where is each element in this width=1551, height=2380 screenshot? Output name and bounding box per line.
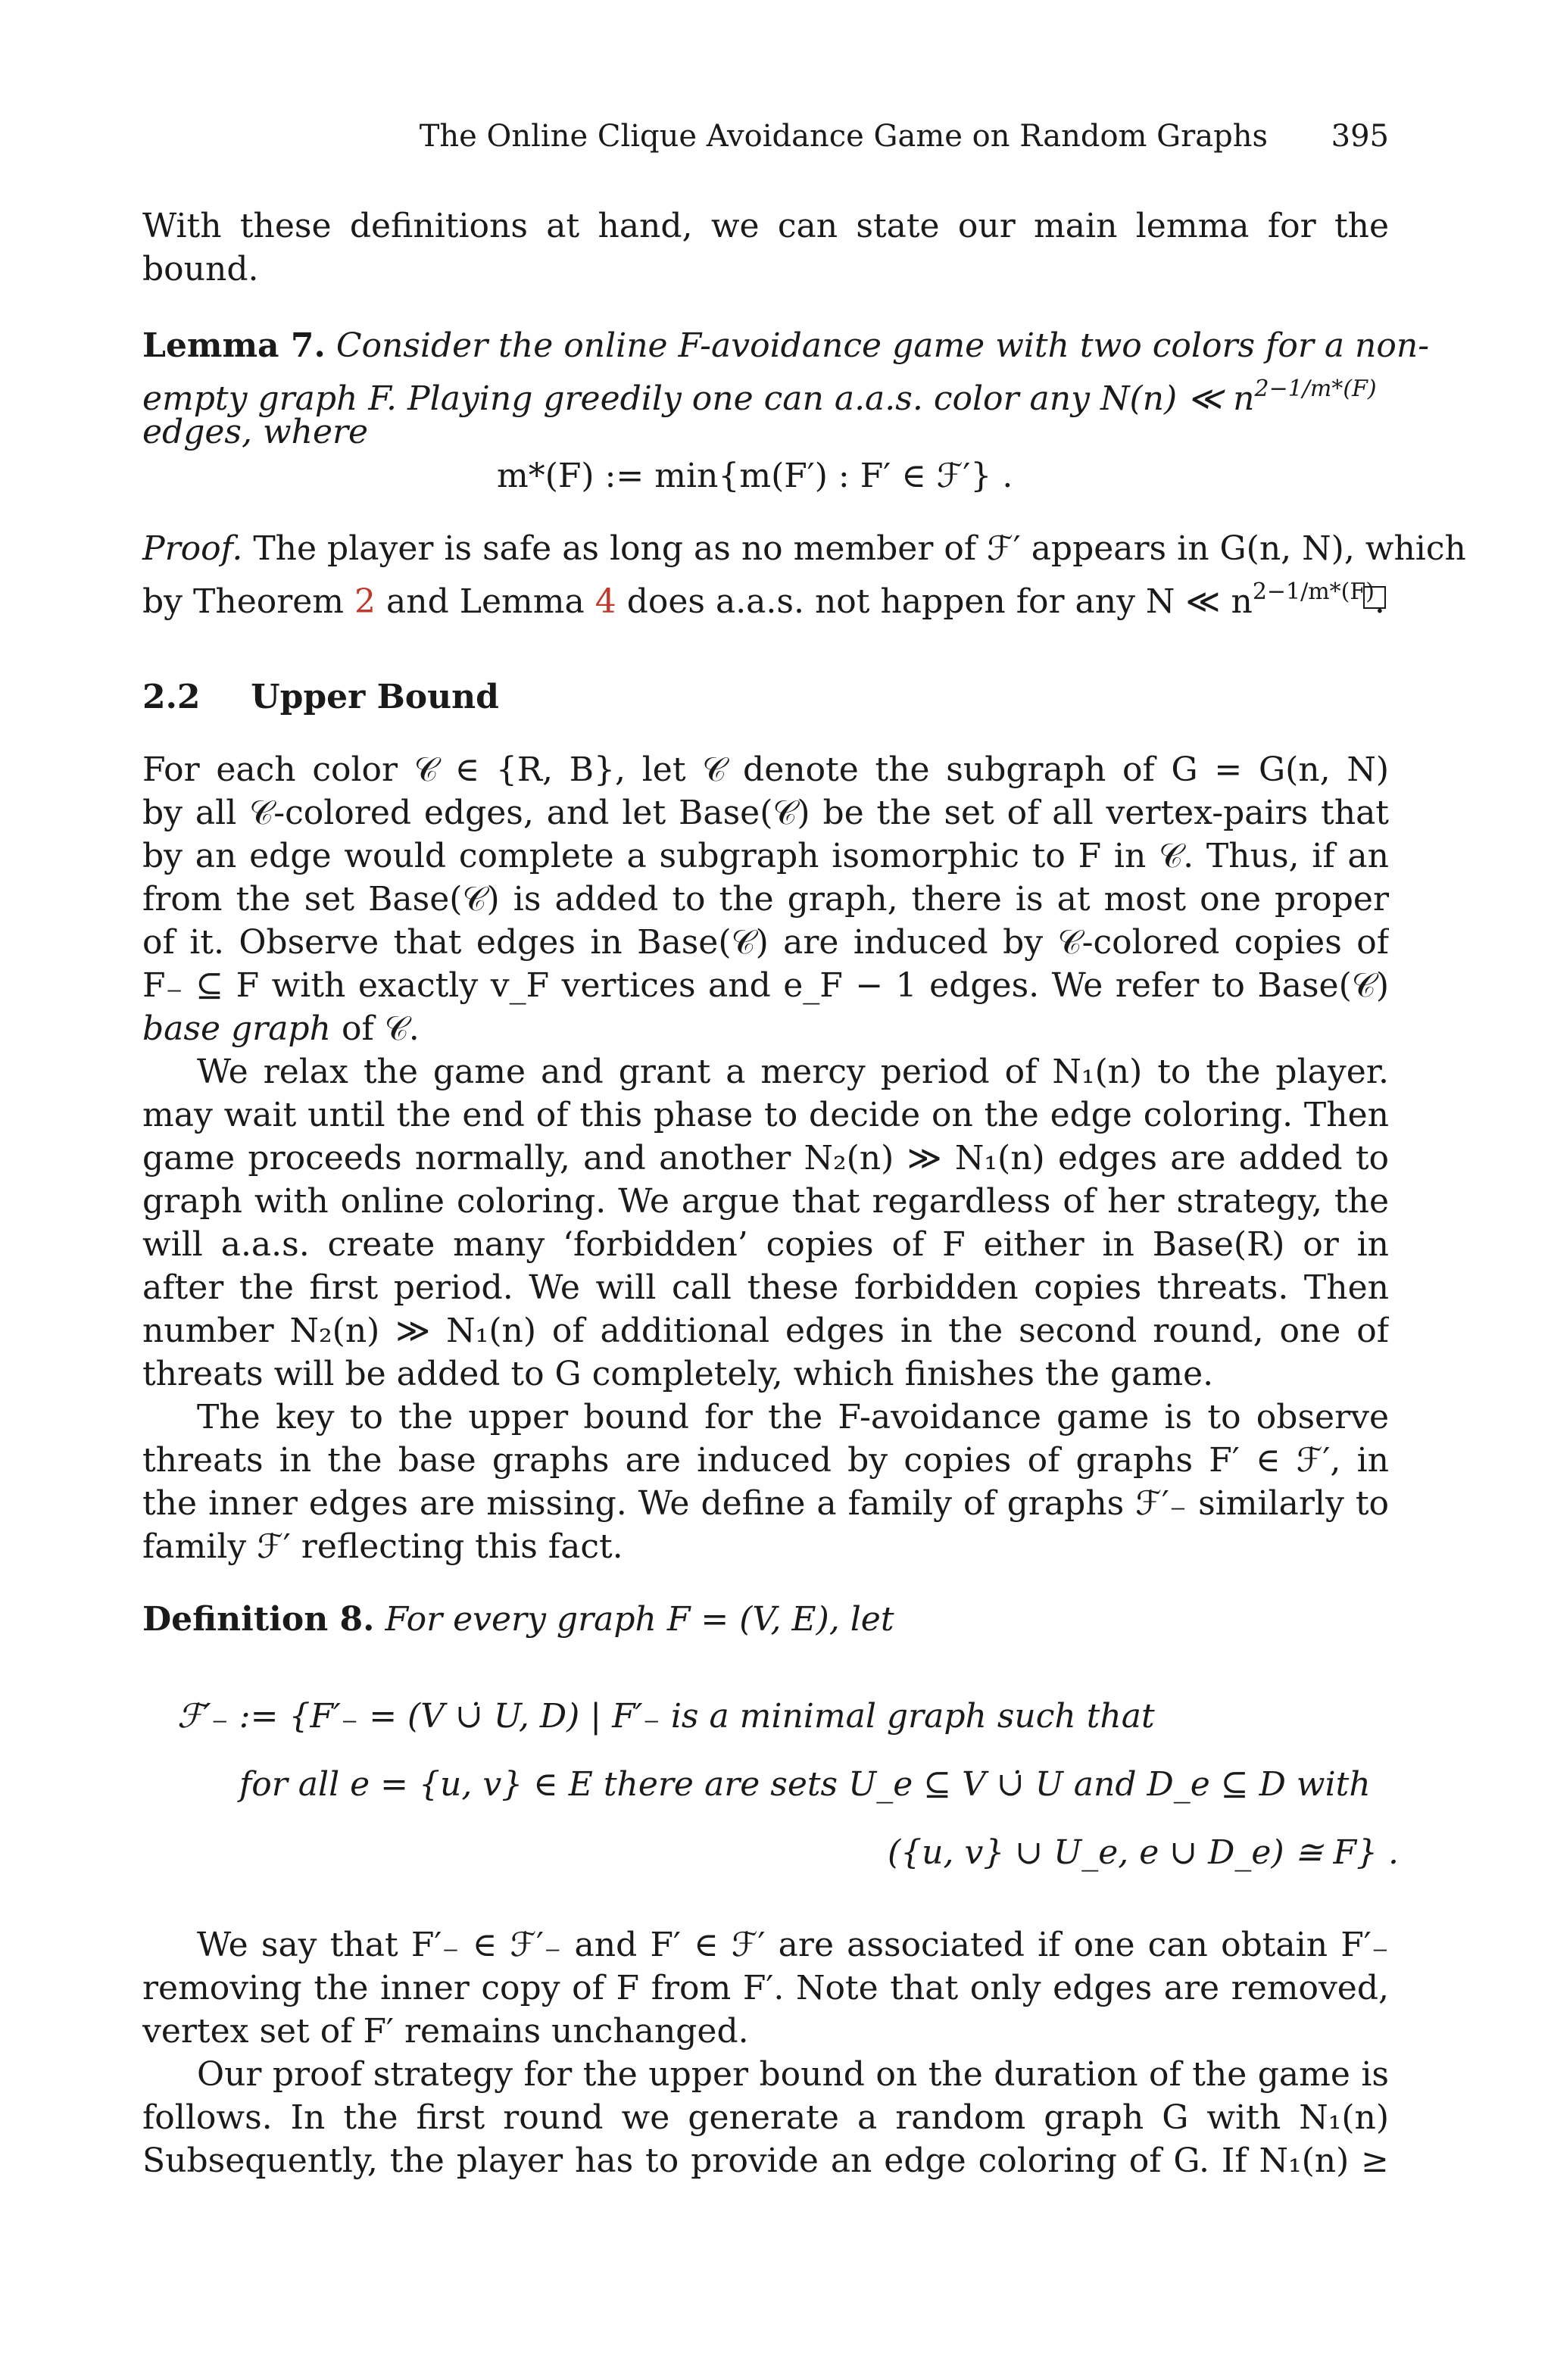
text-line: removing the inner copy of F from F′. Note that only edges are removed, <box>142 1969 1389 2007</box>
lemma-formula: m*(F) := min{m(F′) : F′ ∈ ℱ′} . <box>497 457 1013 495</box>
text-line: We say that F′₋ ∈ ℱ′₋ and F′ ∈ ℱ′ are associated if one can obtain F′₋ <box>197 1926 1389 1964</box>
text-line: of 𝒞. <box>341 1009 420 1048</box>
text-line: Subsequently, the player has to provide an edge coloring of G. If N₁(n) ≥ <box>142 2141 1389 2180</box>
lemma-text: edges, where <box>142 413 369 451</box>
lemma-7 <box>142 324 1430 454</box>
text-line: by an edge would complete a subgraph isomorphic to F in 𝒞. Thus, if an <box>142 837 1389 875</box>
proof-label: Proof. <box>142 529 243 568</box>
running-header <box>142 114 1389 159</box>
intro-paragraph <box>142 204 1389 291</box>
text-line: after the first period. We will call these forbidden copies threats. Then <box>142 1268 1389 1307</box>
page-number: 395 <box>1331 119 1389 154</box>
proof <box>142 527 1466 621</box>
text-line: the inner edges are missing. We define a family of graphs ℱ′₋ similarly to <box>142 1484 1389 1523</box>
paragraph-5 <box>142 2053 1389 2182</box>
text-line: graph with online coloring. We argue that regardless of her strategy, the <box>142 1182 1389 1221</box>
running-title: The Online Clique Avoidance Game on Random Graphs <box>419 119 1268 154</box>
definition-8 <box>142 1598 1389 1641</box>
lemma-text: empty graph F. Playing greedily one can a.a.s. color any N(n) ≪ n <box>142 379 1255 418</box>
definition-label: Definition 8. <box>142 1600 375 1639</box>
text-line: follows. In the first round we generate a random graph G with N₁(n) <box>142 2098 1389 2137</box>
exponent: 2−1/m*(F) <box>1254 376 1377 402</box>
paragraph-3 <box>142 1396 1389 1568</box>
text-line: We relax the game and grant a mercy period of N₁(n) to the player. <box>197 1053 1389 1091</box>
text-line: vertex set of F′ remains unchanged. <box>142 2012 749 2051</box>
proof-text: does a.a.s. not happen for any N ≪ n <box>626 582 1253 621</box>
lemma-link[interactable]: 4 <box>594 582 616 621</box>
text-line: may wait until the end of this phase to decide on the edge coloring. Then <box>142 1096 1389 1134</box>
exponent: 2−1/m*(F) <box>1252 579 1375 605</box>
text-line: of it. Observe that edges in Base(𝒞) are induced by 𝒞-colored copies of <box>142 923 1389 962</box>
definition-display-line-3: ({u, v} ∪ U_e, e ∪ D_e) ≅ F} . <box>888 1833 1399 1872</box>
proof-text: and Lemma <box>386 582 585 621</box>
text-line: bound. <box>142 250 259 289</box>
text-line: The key to the upper bound for the F-avoidance game is to observe <box>197 1398 1389 1436</box>
lemma-label: Lemma 7. <box>142 326 326 365</box>
text-line: number N₂(n) ≫ N₁(n) of additional edges in the second round, one of <box>142 1312 1389 1350</box>
emphasis: base graph <box>142 1009 331 1048</box>
text-line: family ℱ′ reflecting this fact. <box>142 1527 623 1566</box>
text-line: For each color 𝒞 ∈ {R, B}, let 𝒞 denote the subgraph of G = G(n, N) <box>142 750 1389 789</box>
paragraph-1 <box>142 748 1389 1050</box>
section-number: 2.2 <box>142 678 201 716</box>
text-line: will a.a.s. create many ‘forbidden’ copies of F either in Base(R) or in <box>142 1225 1389 1264</box>
text-line: by all 𝒞-colored edges, and let Base(𝒞) be the set of all vertex-pairs that <box>142 794 1389 832</box>
proof-text: . <box>1374 582 1385 621</box>
text-line: threats in the base graphs are induced by copies of graphs F′ ∈ ℱ′, in <box>142 1441 1389 1480</box>
definition-display-line-2: for all e = {u, v} ∈ E there are sets U_e ⊆ V ∪̇ U and D_e ⊆ D with <box>239 1765 1371 1804</box>
section-heading <box>142 675 1389 719</box>
proof-text: The player is safe as long as no member of ℱ′ appears in G(n, N), which <box>253 529 1466 568</box>
paragraph-2 <box>142 1050 1389 1396</box>
section-title: Upper Bound <box>251 678 499 716</box>
lemma-text: Consider the online F-avoidance game with two colors for a non- <box>335 326 1430 365</box>
qed-box <box>1363 586 1386 609</box>
definition-display-line-1: ℱ′₋ := {F′₋ = (V ∪̇ U, D) | F′₋ is a minimal graph such that <box>177 1697 1155 1736</box>
text-line: threats will be added to G completely, which finishes the game. <box>142 1355 1214 1393</box>
text-line: from the set Base(𝒞) is added to the graph, there is at most one proper <box>142 880 1389 919</box>
paragraph-4 <box>142 1923 1389 2053</box>
text-line: F₋ ⊆ F with exactly v_F vertices and e_F − 1 edges. We refer to Base(𝒞) <box>142 966 1389 1005</box>
proof-text: by Theorem <box>142 582 345 621</box>
text-line: game proceeds normally, and another N₂(n) ≫ N₁(n) edges are added to <box>142 1139 1389 1178</box>
theorem-link[interactable]: 2 <box>354 582 376 621</box>
text-line: Our proof strategy for the upper bound on the duration of the game is <box>197 2055 1389 2094</box>
definition-text: For every graph F = (V, E), let <box>385 1600 894 1639</box>
text-line: With these definitions at hand, we can state our main lemma for the <box>142 207 1389 245</box>
